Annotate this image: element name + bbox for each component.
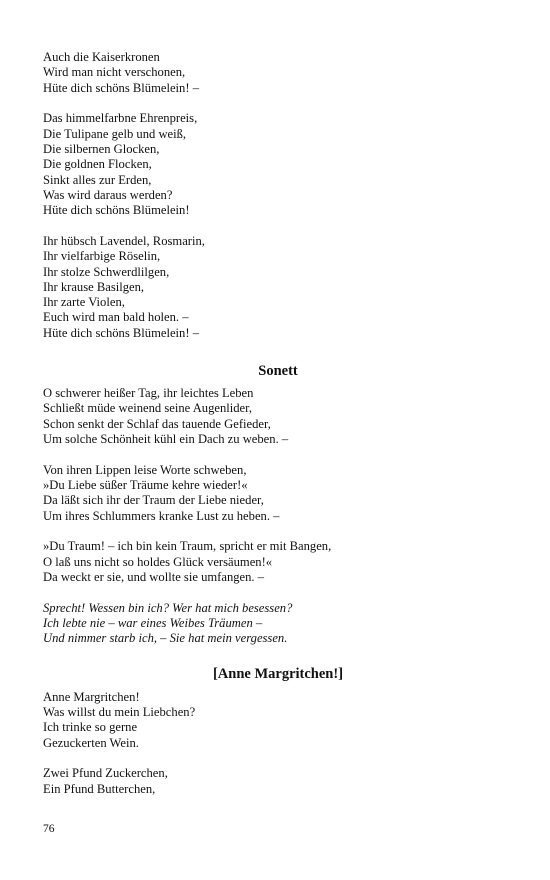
verse-line: Auch die Kaiserkronen: [43, 50, 160, 64]
verse-line: Die goldnen Flocken,: [43, 157, 152, 172]
verse-line: »Du Liebe süßer Träume kehre wieder!«: [43, 478, 248, 493]
poem-page: [43, 50, 513, 797]
poem-section-3: [43, 690, 513, 797]
stanza: [43, 234, 513, 341]
verse-line: Zwei Pfund Zuckerchen,: [43, 766, 168, 781]
poem-title: [Anne Margritchen!]: [212, 665, 344, 682]
verse-line: Was wird daraus werden?: [43, 187, 173, 202]
stanza-italic: [43, 601, 513, 647]
stanza: [43, 690, 513, 751]
verse-line: Ich trinke so gerne: [43, 720, 138, 735]
poem-section-1: [43, 50, 513, 341]
verse-line: Schon senkt der Schlaf das tauende Gefieder,: [43, 416, 271, 431]
verse-line: Um ihres Schlummers kranke Lust zu heben. –: [43, 508, 280, 523]
stanza: [43, 50, 513, 96]
verse-line: Ihr hübsch Lavendel, Rosmarin,: [43, 233, 205, 248]
verse-line: Hüte dich schöns Blümelein! –: [43, 80, 199, 95]
verse-line: Ich lebte nie – war eines Weibes Träumen –: [43, 616, 263, 631]
verse-line: Wird man nicht verschonen,: [43, 65, 186, 80]
verse-line: Und nimmer starb ich, – Sie hat mein vergessen.: [43, 631, 288, 646]
verse-line: O laß uns nicht so holdes Glück versäumen!«: [43, 554, 273, 569]
verse-line: Sinkt alles zur Erden,: [43, 172, 152, 187]
verse-line: Um solche Schönheit kühl ein Dach zu weben. –: [43, 431, 289, 446]
verse-line: Ihr krause Basilgen,: [43, 279, 145, 294]
verse-line: Ein Pfund Butterchen,: [43, 781, 156, 796]
verse-line: Ihr zarte Violen,: [43, 295, 125, 310]
verse-line: Sprecht! Wessen bin ich? Wer hat mich besessen?: [43, 600, 293, 615]
verse-line: Von ihren Lippen leise Worte schweben,: [43, 462, 247, 477]
verse-line: Ihr stolze Schwerdlilgen,: [43, 264, 170, 279]
verse-line: Die Tulipane gelb und weiß,: [43, 126, 187, 141]
verse-line: Was willst du mein Liebchen?: [43, 705, 196, 719]
verse-line: Da weckt er sie, und wollte sie umfangen. –: [43, 570, 265, 585]
poem-title: Sonett: [258, 363, 298, 380]
poem-section-2: [43, 386, 513, 647]
stanza: [43, 111, 513, 218]
verse-line: Gezuckerten Wein.: [43, 735, 139, 750]
verse-line: Ihr vielfarbige Röselin,: [43, 249, 161, 264]
stanza: [43, 463, 513, 524]
verse-line: Hüte dich schöns Blümelein! –: [43, 325, 199, 340]
page-number: 76: [43, 823, 55, 835]
stanza: [43, 539, 513, 585]
verse-line: Da läßt sich ihr der Traum der Liebe nieder,: [43, 493, 264, 508]
stanza: [43, 766, 513, 797]
stanza: [43, 386, 513, 447]
verse-line: Das himmelfarbne Ehrenpreis,: [43, 111, 198, 126]
verse-line: Schließt müde weinend seine Augenlider,: [43, 401, 252, 416]
verse-line: O schwerer heißer Tag, ihr leichtes Leben: [43, 386, 254, 401]
verse-line: Anne Margritchen!: [43, 689, 140, 704]
verse-line: Hüte dich schöns Blümelein!: [43, 203, 190, 218]
verse-line: »Du Traum! – ich bin kein Traum, spricht er mit Bangen,: [43, 539, 332, 554]
verse-line: Die silbernen Glocken,: [43, 141, 160, 156]
verse-line: Euch wird man bald holen. –: [43, 310, 189, 325]
